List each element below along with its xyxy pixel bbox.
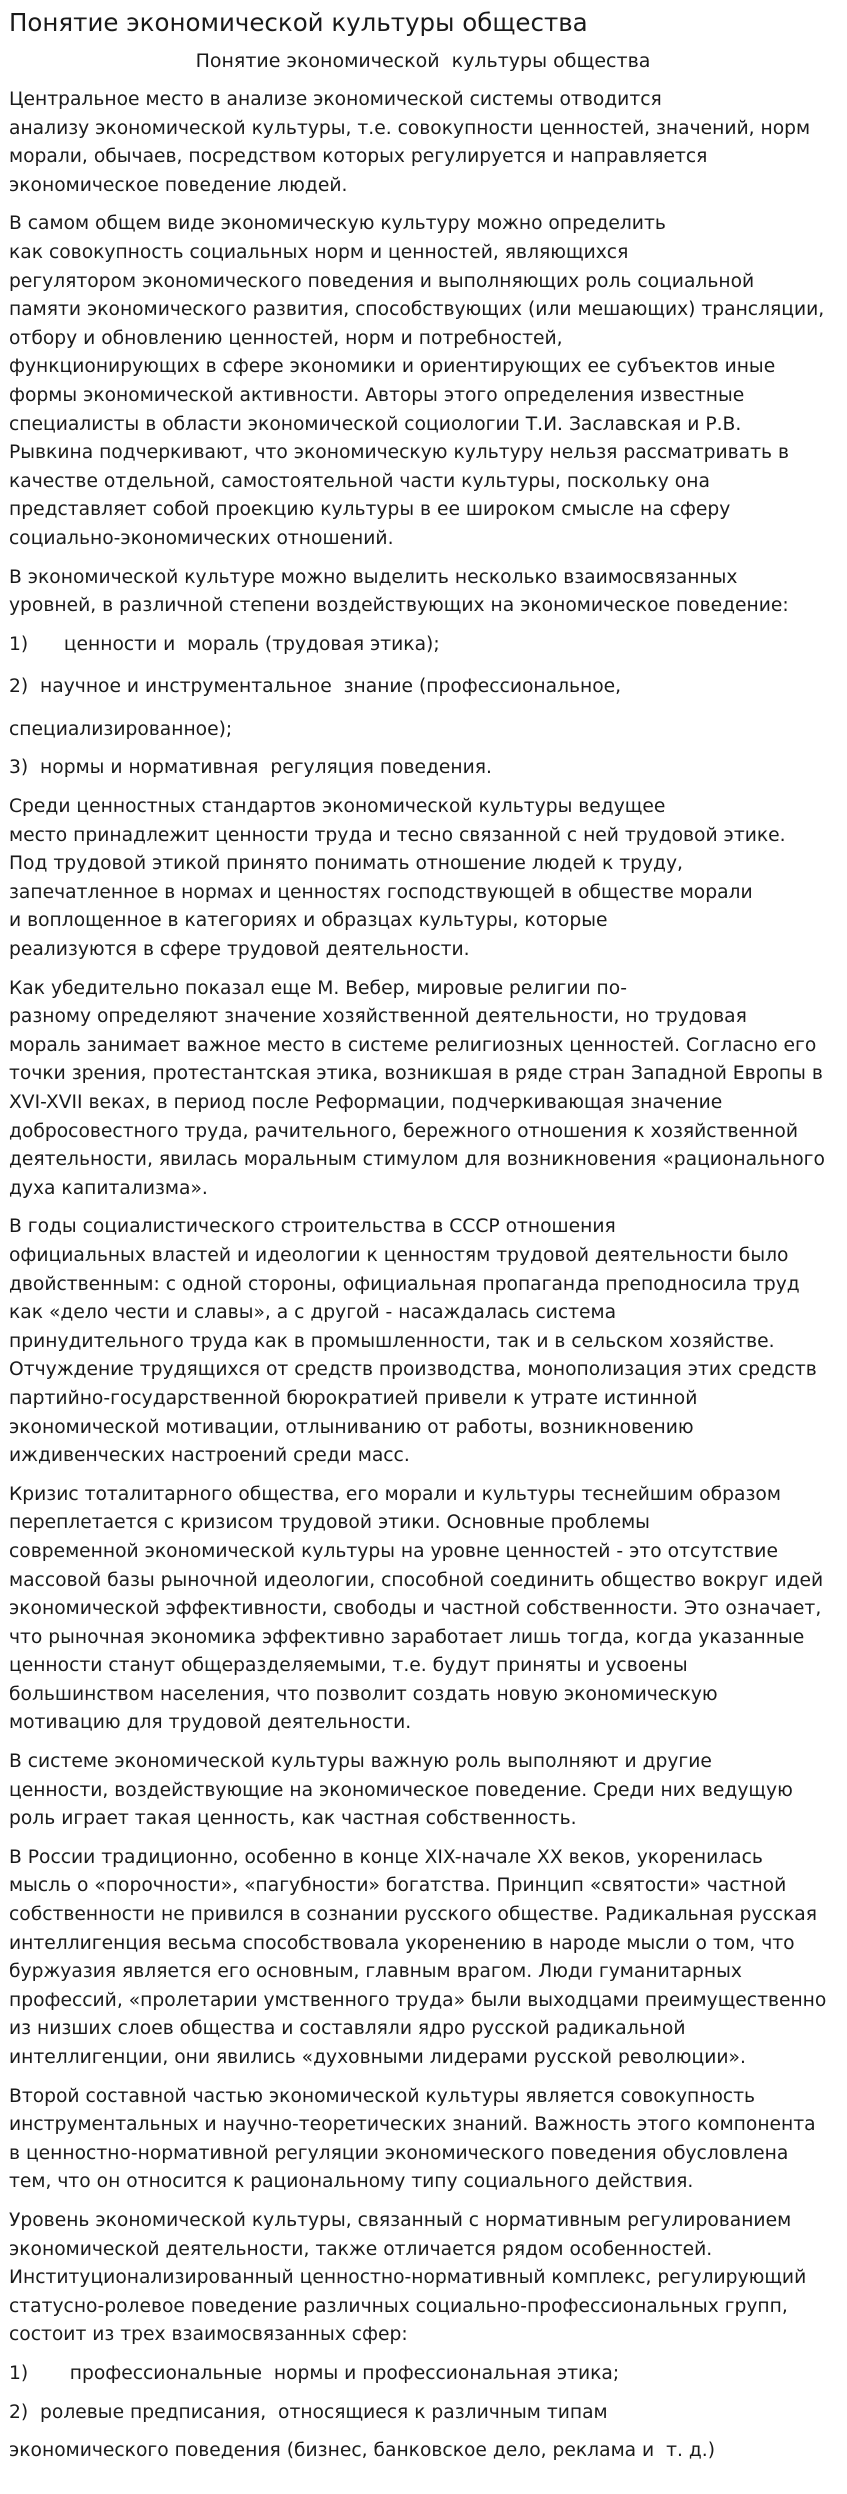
list-item: экономического поведения (бизнес, банковское дело, реклама и т. д.) [9,2440,716,2462]
paragraph: В системе экономической культуры важную роль выполняют и другие ценности, воздействующие на экономическое поведение. Среди них ведущую роль играет такая ценность, как частная собственность. [9,1751,793,1830]
paragraph: В России традиционно, особенно в конце XIX-начале XX веков, укоренилась мысль о «порочности», «пагубности» богатства. Принцип «святости» частной собственности не привился в сознании русского обществе. Радикальная русская интеллигенция весьма способствовала укоренению в народе мысли о том, что буржуазия является его основным, главным врагом. Люди гуманитарных профессий, «пролетарии умственного труда» были выходцами преимущественно из низших слоев общества и составляли ядро русской радикальной интеллигенции, они явились «духовными лидерами русской революции». [9,1846,827,2068]
document-subtitle: Понятие экономической культуры общества [195,50,651,72]
list-item: 2) научное и инструментальное знание (профессиональное, [9,676,622,698]
paragraph: Уровень экономической культуры, связанный с нормативным регулированием экономической деятельности, также отличается рядом особенностей. Институционализированный ценностно-нормативный комплекс, регулирующий статусно-ролевое поведение различных социально-профессиональных групп, состоит из трех взаимосвязанных сфер: [9,2209,807,2346]
document-body [9,86,837,2466]
list-item: 3) нормы и нормативная регуляция поведения. [9,757,492,779]
paragraph: В экономической культуре можно выделить несколько взаимосвязанных уровней, в различной степени воздействующих на экономическое поведение: [9,566,789,617]
paragraph: Как убедительно показал еще М. Вебер, мировые религии по- разному определяют значение хозяйственной деятельности, но трудовая мораль занимает важное место в системе религиозных ценностей. Согласно его точки зрения, протестантская этика, возникшая в ряде стран Западной Европы в XVI-XVII веках, в период после Реформации, подчеркивающая значение добросовестного труда, рачительного, бережного отношения к хозяйственной деятельности, явилась моральным стимулом для возникновения «рационального духа капитализма». [9,977,825,1199]
page-title: Понятие экономической культуры общества [9,8,588,37]
list-item: 1) ценности и мораль (трудовая этика); [9,633,440,655]
paragraph: Кризис тоталитарного общества, его морали и культуры теснейшим образом переплетается с кризисом трудовой этики. Основные проблемы современной экономической культуры на уровне ценностей - это отсутствие массовой базы рыночной идеологии, способной соединить общество вокруг идей экономической эффективности, свободы и частной собственности. Это означает, что рыночная экономика эффективно заработает лишь тогда, когда указанные ценности станут общеразделяемыми, т.е. будут приняты и усвоены большинством населения, что позволит создать новую экономическую мотивацию для трудовой деятельности. [9,1483,824,1734]
list-item: 1) профессиональные нормы и профессиональная этика; [9,2362,620,2384]
list-item: специализированное); [9,718,233,740]
paragraph: В годы социалистического строительства в СССР отношения официальных властей и идеологии к ценностям трудовой деятельности было двойственным: с одной стороны, официальная пропаганда преподносила труд как «дело чести и славы», а с другой - насаждалась система принудительного труда как в промышленности, так и в сельском хозяйстве. Отчуждение трудящихся от средств производства, монополизация этих средств партийно-государственной бюрократией привели к утрате истинной экономической мотивации, отлыниванию от работы, возникновению иждивенческих настроений среди масс. [9,1216,817,1467]
paragraph: Центральное место в анализе экономической системы отводится анализу экономической культуры, т.е. совокупности ценностей, значений, норм морали, обычаев, посредством которых регулируется и направляется экономическое поведение людей. [9,89,811,196]
paragraph: Среди ценностных стандартов экономической культуры ведущее место принадлежит ценности труда и тесно связанной с ней трудовой этике. Под трудовой этикой принято понимать отношение людей к труду, запечатленное в нормах и ценностях господствующей в обществе морали и воплощенное в категориях и образцах культуры, которые реализуются в сфере трудовой деятельности. [9,796,786,961]
list-item: 2) ролевые предписания, относящиеся к различным типам [9,2401,608,2423]
paragraph: В самом общем виде экономическую культуру можно определить как совокупность социальных норм и ценностей, являющихся регулятором экономического поведения и выполняющих роль социальной памяти экономического развития, способствующих (или мешающих) трансляции, отбору и обновлению ценностей, норм и потребностей, функционирующих в сфере экономики и ориентирующих ее субъектов иные формы экономической активности. Авторы этого определения известные специалисты в области экономической социологии Т.И. Заславская и Р.В. Рывкина подчеркивают, что экономическую культуру нельзя рассматривать в качестве отдельной, самостоятельной части культуры, поскольку она представляет собой проекцию культуры в ее широком смысле на сферу социально-экономических отношений. [9,213,825,549]
paragraph: Второй составной частью экономической культуры является совокупность инструментальных и научно-теоретических знаний. Важность этого компонента в ценностно-нормативной регуляции экономического поведения обусловлена тем, что он относится к рациональному типу социального действия. [9,2085,816,2193]
